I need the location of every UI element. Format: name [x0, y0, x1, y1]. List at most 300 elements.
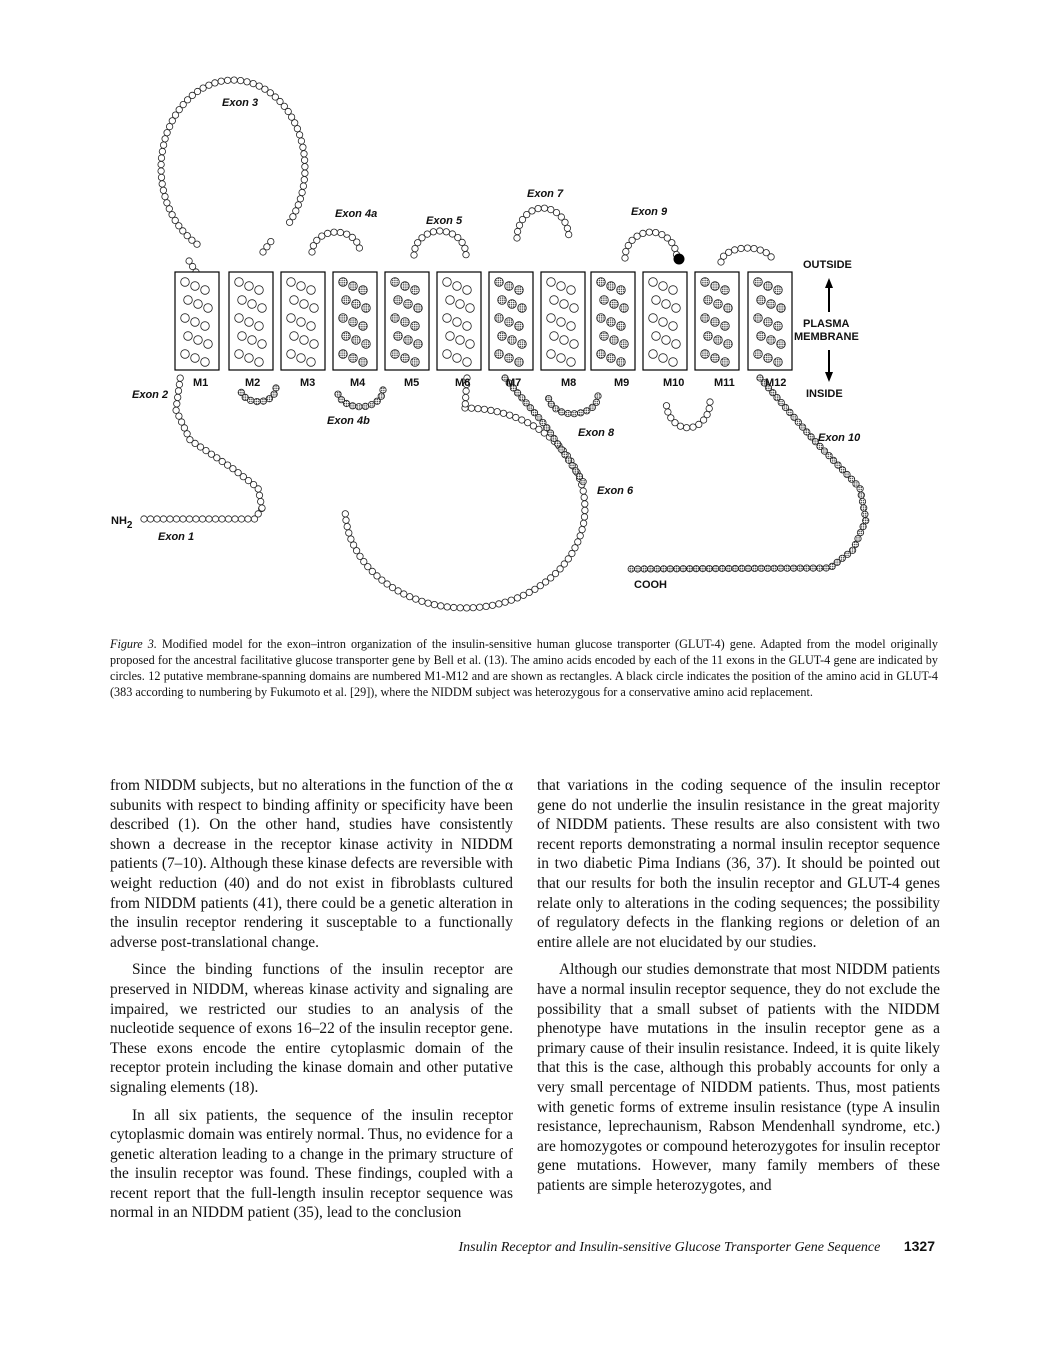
amino-acid-residue: [777, 340, 786, 349]
amino-acid-residue: [244, 79, 250, 85]
amino-acid-residue: [176, 413, 182, 419]
amino-acid-residue: [224, 77, 230, 83]
amino-acid-residue: [508, 597, 514, 603]
figure-caption: [110, 636, 938, 700]
amino-acid-residue: [294, 126, 300, 132]
amino-acid-residue: [339, 314, 348, 323]
amino-acid-residue: [401, 282, 410, 291]
amino-acid-residue: [443, 350, 452, 359]
amino-acid-residue: [672, 304, 681, 313]
amino-acid-residue: [245, 318, 254, 327]
amino-acid-residue: [160, 187, 166, 193]
amino-acid-residue: [307, 286, 316, 295]
amino-acid-residue: [453, 282, 462, 291]
amino-acid-residue: [245, 516, 251, 522]
amino-acid-residue: [564, 225, 570, 231]
amino-acid-residue: [680, 566, 686, 572]
amino-acid-residue: [483, 603, 489, 609]
amino-acid-residue: [391, 278, 400, 287]
amino-acid-residue: [514, 228, 520, 234]
amino-acid-residue: [238, 389, 244, 395]
amino-acid-residue: [649, 314, 658, 323]
amino-acid-residue: [654, 566, 660, 572]
amino-acid-residue: [669, 322, 678, 331]
amino-acid-residue: [704, 332, 713, 341]
amino-acid-residue: [339, 278, 348, 287]
amino-acid-residue: [430, 229, 436, 235]
amino-acid-residue: [498, 296, 507, 305]
amino-acid-residue: [407, 594, 413, 600]
amino-acid-residue: [225, 516, 231, 522]
amino-acid-residue: [212, 516, 218, 522]
amino-acid-residue: [463, 322, 472, 331]
amino-acid-residue: [774, 286, 783, 295]
amino-acid-residue: [344, 523, 350, 529]
amino-acid-residue: [463, 358, 472, 367]
amino-acid-residue: [295, 202, 301, 208]
amino-acid-residue: [457, 605, 463, 611]
amino-acid-residue: [764, 318, 773, 327]
amino-acid-residue: [346, 530, 352, 536]
domain-label-m12: M12: [765, 377, 787, 389]
amino-acid-residue: [414, 304, 423, 313]
amino-acid-residue: [617, 322, 626, 331]
amino-acid-residue: [529, 208, 535, 214]
amino-acid-residue: [719, 565, 725, 571]
amino-acid-residue: [250, 80, 256, 86]
amino-acid-residue: [300, 144, 306, 150]
amino-acid-residue: [411, 286, 420, 295]
membrane-label: MEMBRANE: [794, 331, 859, 343]
page-number: 1327: [903, 1238, 935, 1254]
amino-acid-residue: [687, 566, 693, 572]
body-column-right: [537, 776, 940, 1195]
amino-acid-residue: [662, 300, 671, 309]
amino-acid-residue: [302, 170, 308, 176]
amino-acid-residue: [774, 358, 783, 367]
amino-acid-residue: [764, 282, 773, 291]
amino-acid-residue: [607, 354, 616, 363]
amino-acid-residue: [158, 174, 164, 180]
amino-acid-residue: [453, 354, 462, 363]
amino-acid-residue: [300, 336, 309, 345]
amino-acid-residue: [349, 282, 358, 291]
amino-acid-residue: [778, 565, 784, 571]
amino-acid-residue: [191, 354, 200, 363]
amino-acid-residue: [547, 314, 556, 323]
amino-acid-residue: [310, 304, 319, 313]
amino-acid-residue: [287, 278, 296, 287]
amino-acid-residue: [255, 358, 264, 367]
amino-acid-residue: [767, 300, 776, 309]
amino-acid-residue: [659, 282, 668, 291]
amino-acid-residue: [181, 314, 190, 323]
amino-acid-residue: [857, 529, 863, 535]
amino-acid-residue: [335, 391, 341, 397]
amino-acid-residue: [535, 205, 541, 211]
paragraph: Although our studies demonstrate that most NIDDM patients have a normal insulin receptor sequence, they do not exclude the possibility that a small subset of patients with the NIDDM phenotype have mutations in the insulin receptor gene as a primary cause of their insulin resistance. Indeed, it is quite likely that this is the case, although this probably accounts for only a very small percentage of NIDDM patients. Thus, most patients with genetic forms of extreme insulin resistance (type A insulin resistance, leprechaunism, Rabson Mendenhall syndrome, etc.) are homozygotes or compound heterozygotes for insulin receptor gene mutations. However, many family members of these patients are simple heterozygotes, and: [537, 961, 940, 1194]
amino-acid-residue: [297, 282, 306, 291]
amino-acid-residue: [462, 401, 468, 407]
amino-acid-residue: [446, 296, 455, 305]
amino-acid-residue: [268, 238, 274, 244]
domain-label-m4: M4: [350, 377, 366, 389]
amino-acid-residue: [711, 318, 720, 327]
amino-acid-residue: [194, 300, 203, 309]
domain-label-m9: M9: [614, 377, 630, 389]
amino-acid-residue: [817, 565, 823, 571]
amino-acid-residue: [757, 332, 766, 341]
amino-acid-residue: [238, 332, 247, 341]
amino-acid-residue: [721, 358, 730, 367]
amino-acid-residue: [204, 304, 213, 313]
amino-acid-residue: [184, 332, 193, 341]
amino-acid-residue: [290, 332, 299, 341]
amino-acid-residue: [488, 407, 494, 413]
amino-acid-residue: [254, 398, 260, 404]
amino-acid-residue: [570, 340, 579, 349]
figure-caption-label: Figure 3.: [110, 637, 157, 651]
amino-acid-residue: [464, 605, 470, 611]
arrow-down-icon: [825, 372, 833, 382]
amino-acid-residue: [738, 245, 744, 251]
amino-acid-residue: [175, 388, 181, 394]
amino-acid-residue: [714, 336, 723, 345]
amino-acid-residue: [477, 604, 483, 610]
amino-acid-residue: [404, 300, 413, 309]
amino-acid-residue: [186, 258, 192, 264]
amino-acid-residue: [176, 381, 182, 387]
amino-acid-residue: [567, 322, 576, 331]
amino-acid-residue: [597, 314, 606, 323]
amino-acid-residue: [444, 604, 450, 610]
amino-acid-residue: [298, 138, 304, 144]
amino-acid-residue: [646, 229, 652, 235]
exon-3-label: Exon 3: [222, 97, 259, 109]
amino-acid-residue: [446, 332, 455, 341]
amino-acid-residue: [342, 296, 351, 305]
amino-acid-residue: [184, 296, 193, 305]
amino-acid-residue: [607, 318, 616, 327]
body-column-left: [110, 776, 513, 1223]
amino-acid-residue: [661, 566, 667, 572]
amino-acid-residue: [784, 565, 790, 571]
amino-acid-residue: [557, 354, 566, 363]
amino-acid-residue: [232, 516, 238, 522]
amino-acid-residue: [496, 601, 502, 607]
amino-acid-residue: [463, 286, 472, 295]
amino-acid-residue: [348, 536, 354, 542]
amino-acid-residue: [258, 498, 264, 504]
domain-label-m10: M10: [663, 377, 685, 389]
amino-acid-residue: [147, 516, 153, 522]
amino-acid-residue: [160, 142, 166, 148]
amino-acid-residue: [191, 318, 200, 327]
amino-acid-residue: [167, 516, 173, 522]
amino-acid-residue: [419, 598, 425, 604]
amino-acid-residue: [181, 350, 190, 359]
amino-acid-residue: [515, 322, 524, 331]
amino-acid-residue: [635, 566, 641, 572]
amino-acid-residue: [380, 387, 386, 393]
amino-acid-residue: [700, 565, 706, 571]
amino-acid-residue: [855, 535, 861, 541]
amino-acid-residue: [693, 566, 699, 572]
amino-acid-residue: [514, 235, 520, 241]
amino-acid-residue: [256, 492, 262, 498]
amino-acid-residue: [739, 565, 745, 571]
amino-acid-residue: [653, 229, 659, 235]
domain-label-m8: M8: [561, 377, 577, 389]
amino-acid-residue: [706, 565, 712, 571]
amino-acid-residue: [324, 230, 330, 236]
amino-acid-residue: [577, 533, 583, 539]
amino-acid-residue: [863, 518, 869, 524]
amino-acid-residue: [659, 354, 668, 363]
mutation-site-black-circle: [674, 254, 684, 264]
amino-acid-residue: [581, 494, 587, 500]
amino-acid-residue: [600, 332, 609, 341]
amino-acid-residue: [711, 282, 720, 291]
amino-acid-residue: [600, 296, 609, 305]
amino-acid-residue: [649, 350, 658, 359]
amino-acid-residue: [547, 350, 556, 359]
domain-label-m11: M11: [714, 377, 735, 389]
amino-acid-residue: [754, 278, 763, 287]
amino-acid-residue: [411, 322, 420, 331]
amino-acid-residue: [829, 563, 835, 569]
amino-acid-residue: [391, 350, 400, 359]
amino-acid-residue: [258, 304, 267, 313]
amino-acid-residue: [860, 523, 866, 529]
amino-acid-residue: [292, 120, 298, 126]
amino-acid-residue: [235, 350, 244, 359]
amino-acid-residue: [414, 340, 423, 349]
amino-acid-residue: [337, 229, 343, 235]
amino-acid-residue: [754, 350, 763, 359]
amino-acid-residue: [547, 278, 556, 287]
amino-acid-residue: [245, 282, 254, 291]
amino-acid-residue: [297, 354, 306, 363]
amino-acid-residue: [620, 340, 629, 349]
amino-acid-residue: [515, 286, 524, 295]
amino-acid-residue: [823, 565, 829, 571]
amino-acid-residue: [307, 358, 316, 367]
amino-acid-residue: [861, 505, 867, 511]
amino-acid-residue: [204, 340, 213, 349]
amino-acid-residue: [526, 589, 532, 595]
amino-acid-residue: [293, 208, 299, 214]
amino-acid-residue: [296, 132, 302, 138]
amino-acid-residue: [451, 604, 457, 610]
amino-acid-residue: [567, 358, 576, 367]
domain-label-m5: M5: [404, 377, 420, 389]
amino-acid-residue: [706, 405, 712, 411]
amino-acid-residue: [662, 336, 671, 345]
paragraph: that variations in the coding sequence of the insulin receptor gene do not underlie the insulin resistance in the great majority of NIDDM patients. These results are also consistent with two recent reports demonstrating a normal insulin receptor sequence in two diabetic Pima Indians (36, 37). It should be pointed out that our results for both the insulin receptor and GLUT-4 genes relate only to alterations in the coding sequences; the possibility of regulatory defects in the flanking regions or deletion of an entire allele are not elucidated by our studies.: [537, 777, 940, 951]
domain-label-m1: M1: [193, 377, 209, 389]
amino-acid-residue: [707, 399, 713, 405]
amino-acid-residue: [235, 314, 244, 323]
amino-acid-residue: [507, 412, 513, 418]
amino-acid-residue: [571, 411, 577, 417]
amino-acid-residue: [714, 300, 723, 309]
amino-acid-residue: [287, 314, 296, 323]
exon-9-label: Exon 9: [631, 206, 668, 218]
amino-acid-residue: [301, 177, 307, 183]
outside-label: OUTSIDE: [803, 259, 852, 271]
amino-acid-residue: [580, 520, 586, 526]
amino-acid-residue: [438, 603, 444, 609]
amino-acid-residue: [550, 332, 559, 341]
amino-acid-residue: [456, 336, 465, 345]
amino-acid-residue: [672, 245, 678, 251]
amino-acid-residue: [258, 340, 267, 349]
amino-acid-residue: [162, 136, 168, 142]
amino-acid-residue: [466, 340, 475, 349]
amino-acid-residue: [456, 300, 465, 309]
amino-acid-residue: [732, 247, 738, 253]
amino-acid-residue: [286, 219, 292, 225]
amino-acid-residue: [173, 407, 179, 413]
glut4-exon-model-figure: [0, 0, 1045, 640]
amino-acid-residue: [475, 406, 481, 412]
domain-label-m2: M2: [245, 377, 261, 389]
amino-acid-residue: [683, 425, 689, 431]
exon-4a-label: Exon 4a: [335, 208, 378, 220]
amino-acid-residue: [462, 245, 468, 251]
amino-acid-residue: [580, 479, 586, 485]
amino-acid-residue: [468, 405, 474, 411]
amino-acid-residue: [752, 565, 758, 571]
amino-acid-residue: [141, 516, 147, 522]
amino-acid-residue: [513, 414, 519, 420]
amino-acid-residue: [350, 542, 356, 548]
amino-acid-residue: [159, 148, 165, 154]
amino-acid-residue: [352, 336, 361, 345]
amino-acid-residue: [560, 336, 569, 345]
amino-acid-residue: [862, 511, 868, 517]
amino-acid-residue: [567, 286, 576, 295]
amino-acid-residue: [520, 592, 526, 598]
amino-acid-residue: [582, 501, 588, 507]
amino-acid-residue: [640, 230, 646, 236]
amino-acid-residue: [623, 248, 629, 254]
amino-acid-residue: [301, 157, 307, 163]
amino-acid-residue: [724, 304, 733, 313]
arrow-up-icon: [825, 278, 833, 288]
amino-acid-residue: [857, 486, 863, 492]
amino-acid-residue: [356, 245, 362, 251]
exon-5-label: Exon 5: [426, 215, 463, 227]
amino-acid-residue: [667, 566, 673, 572]
amino-acid-residue: [690, 424, 696, 430]
amino-acid-residue: [342, 332, 351, 341]
amino-acid-residue: [751, 245, 757, 251]
amino-acid-residue: [508, 300, 517, 309]
amino-acid-residue: [505, 354, 514, 363]
amino-acid-residue: [164, 200, 170, 206]
amino-acid-residue: [359, 322, 368, 331]
amino-acid-residue: [498, 332, 507, 341]
amino-acid-residue: [724, 340, 733, 349]
amino-acid-residue: [166, 206, 172, 212]
amino-acid-residue: [309, 249, 315, 255]
amino-acid-residue: [177, 375, 183, 381]
amino-acid-residue: [777, 304, 786, 313]
amino-acid-residue: [757, 247, 763, 253]
amino-acid-residue: [356, 404, 362, 410]
amino-acid-residue: [767, 336, 776, 345]
amino-acid-residue: [187, 437, 193, 443]
amino-acid-residue: [541, 205, 547, 211]
amino-acid-residue: [617, 358, 626, 367]
amino-acid-residue: [757, 296, 766, 305]
amino-acid-residue: [342, 511, 348, 517]
amino-acid-residue: [466, 304, 475, 313]
amino-acid-residue: [634, 233, 640, 239]
amino-acid-residue: [505, 318, 514, 327]
amino-acid-residue: [302, 164, 308, 170]
paragraph: Since the binding functions of the insulin receptor are preserved in NIDDM, whereas kinase activity and signaling are impaired, we restricted our studies to an analysis of the nucleotide sequence of exons 16–22 of the insulin receptor gene. These exons encode the entire cytoplasmic domain of the receptor protein including the kinase domain and other putative signaling elements (18).: [110, 961, 513, 1096]
amino-acid-residue: [858, 492, 864, 498]
amino-acid-residue: [401, 354, 410, 363]
amino-acid-residue: [443, 229, 449, 235]
amino-acid-residue: [771, 565, 777, 571]
amino-acid-residue: [175, 394, 181, 400]
amino-acid-residue: [287, 350, 296, 359]
amino-acid-residue: [300, 183, 306, 189]
amino-acid-residue: [470, 605, 476, 611]
amino-acid-residue: [463, 394, 469, 400]
amino-acid-residue: [502, 599, 508, 605]
amino-acid-residue: [701, 278, 710, 287]
amino-acid-residue: [505, 282, 514, 291]
amino-acid-residue: [162, 193, 168, 199]
amino-acid-residue: [515, 358, 524, 367]
amino-acid-residue: [545, 395, 551, 401]
amino-acid-residue: [245, 354, 254, 363]
amino-acid-residue: [500, 410, 506, 416]
amino-acid-residue: [412, 245, 418, 251]
amino-acid-residue: [622, 255, 628, 261]
amino-acid-residue: [297, 318, 306, 327]
amino-acid-residue: [481, 406, 487, 412]
amino-acid-residue: [560, 300, 569, 309]
cooh-terminus-label: COOH: [634, 579, 667, 591]
exon-8-label: Exon 8: [578, 427, 615, 439]
amino-acid-residue: [704, 296, 713, 305]
amino-acid-residue: [259, 505, 265, 511]
amino-acid-residue: [158, 161, 164, 167]
amino-acid-residue: [453, 318, 462, 327]
nh2-terminus-label: NH2: [111, 515, 133, 531]
amino-acid-residue: [774, 322, 783, 331]
amino-acid-residue: [201, 322, 210, 331]
amino-acid-residue: [191, 282, 200, 291]
amino-acid-residue: [184, 431, 190, 437]
amino-acid-residue: [578, 410, 584, 416]
amino-acid-residue: [721, 322, 730, 331]
amino-acid-residue: [199, 516, 205, 522]
amino-acid-residue: [301, 151, 307, 157]
amino-acid-residue: [424, 231, 430, 237]
amino-acid-residue: [810, 565, 816, 571]
amino-acid-residue: [595, 393, 601, 399]
amino-acid-residue: [310, 340, 319, 349]
amino-acid-residue: [768, 254, 774, 260]
amino-acid-residue: [401, 318, 410, 327]
